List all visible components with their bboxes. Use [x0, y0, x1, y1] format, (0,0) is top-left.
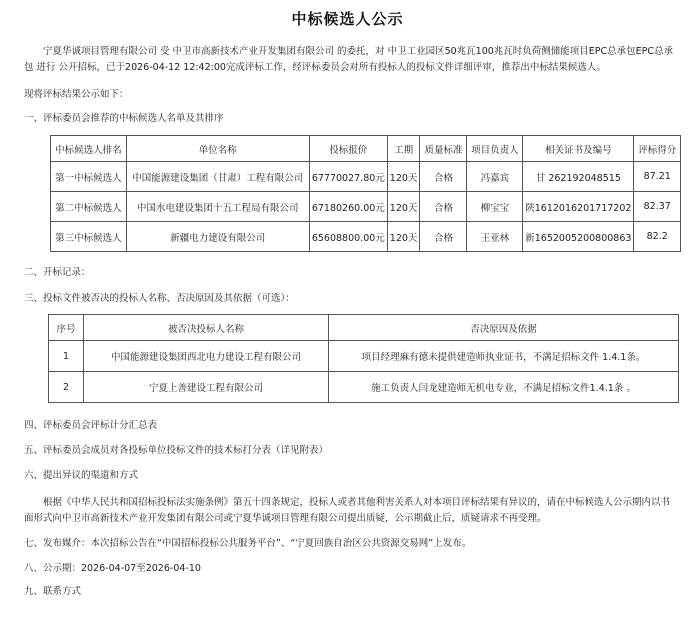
- col-price: 投标报价: [309, 136, 387, 162]
- col-reason: 否决原因及依据: [329, 315, 679, 341]
- col-quality: 质量标准: [420, 136, 467, 162]
- table-row: [51, 192, 681, 222]
- cell-certificate: 新1652005200800863: [523, 222, 634, 252]
- col-number: 序号: [49, 315, 84, 341]
- section-6-heading: 六、提出异议的渠道和方式: [24, 470, 139, 481]
- objection-paragraph: 根据《中华人民共和国招标投标法实施条例》第五十四条规定，投标人或者其他利害关系人对本项目评标结果有异议的，请在中标候选人公示期内以书面形式向中卫市高新技术产业开发集团有限公司或宁夏华诚项目管理有限公司提出质疑，公示期截止后，质疑请求不再受理。: [24, 497, 671, 524]
- candidates-header-row: [51, 136, 681, 162]
- cell-rank: 第一中标候选人: [51, 162, 127, 192]
- cell-company: 中国能源建设集团（甘肃）工程有限公司: [126, 162, 309, 192]
- cell-manager: 冯嘉宾: [467, 162, 523, 192]
- cell-number: 2: [49, 372, 84, 403]
- cell-rank: 第二中标候选人: [51, 192, 127, 222]
- cell-quality: 合格: [420, 222, 467, 252]
- table-row: [49, 341, 679, 372]
- rejected-header-row: [49, 315, 679, 341]
- rejected-table: [48, 314, 679, 403]
- col-score: 评标得分: [634, 136, 681, 162]
- cell-quality: 合格: [420, 162, 467, 192]
- cell-rejected-name: 宁夏上善建设工程有限公司: [84, 372, 329, 403]
- cell-certificate: 陕1612016201717202: [523, 192, 634, 222]
- table-row: [51, 222, 681, 252]
- cell-duration: 120天: [387, 192, 420, 222]
- section-8-heading: 八、公示期：2026-04-07至2026-04-10: [24, 563, 201, 574]
- cell-price: 67770027.80元: [309, 162, 387, 192]
- col-rejected-name: 被否决投标人名称: [84, 315, 329, 341]
- cell-rejected-name: 中国能源建设集团西北电力建设工程有限公司: [84, 341, 329, 372]
- cell-reason: 项目经理麻有德未提供建造师执业证书，不满足招标文件 1.4.1条。: [329, 341, 679, 372]
- section-7-heading: 七、发布媒介：本次招标公告在“中国招标投标公共服务平台”、“宁夏回族自治区公共资源交易网”上发布。: [24, 538, 472, 549]
- cell-price: 67180260.00元: [309, 192, 387, 222]
- intro-paragraph: 宁夏华诚项目管理有限公司 受 中卫市高新技术产业开发集团有限公司 的委托，对 中卫工业园区50兆瓦100兆瓦时负荷侧储能项目EPC总承包EPC总承包 进行 公开招标，已于2026-04-12 12:42:00完成评标工作，经评标委员会对所有投标人的投标文件详细评审，推荐出中标结果候选人。: [24, 46, 674, 73]
- cell-company: 中国水电建设集团十五工程局有限公司: [126, 192, 309, 222]
- section-1-heading: 一、评标委员会推荐的中标候选人名单及其排序: [24, 113, 224, 124]
- cell-duration: 120天: [387, 222, 420, 252]
- cell-certificate: 甘 262192048515: [523, 162, 634, 192]
- section-2-heading: 二、开标记录：: [24, 267, 91, 278]
- cell-manager: 王亚林: [467, 222, 523, 252]
- candidates-table: [50, 135, 681, 252]
- cell-quality: 合格: [420, 192, 467, 222]
- col-rank: 中标候选人排名: [51, 136, 127, 162]
- cell-number: 1: [49, 341, 84, 372]
- cell-score: 82.2: [634, 222, 681, 252]
- col-duration: 工期: [387, 136, 420, 162]
- col-manager: 项目负责人: [467, 136, 523, 162]
- section-3-heading: 三、投标文件被否决的投标人名称、否决原因及其依据（可选）：: [24, 293, 295, 304]
- cell-score: 82.37: [634, 192, 681, 222]
- page-title: 中标候选人公示: [291, 10, 404, 28]
- col-company: 单位名称: [126, 136, 309, 162]
- cell-rank: 第三中标候选人: [51, 222, 127, 252]
- cell-reason: 施工负责人闫龙建造师无机电专业，不满足招标文件1.4.1条 。: [329, 372, 679, 403]
- cell-manager: 柳宝宝: [467, 192, 523, 222]
- section-9-heading: 九、联系方式: [24, 586, 82, 597]
- cell-price: 65608800.00元: [309, 222, 387, 252]
- section-5-heading: 五、评标委员会成员对各投标单位投标文件的技术标打分表（详见附表）: [24, 445, 329, 456]
- cell-duration: 120天: [387, 162, 420, 192]
- table-row: [49, 372, 679, 403]
- table-row: [51, 162, 681, 192]
- results-intro: 现将评标结果公示如下：: [24, 89, 129, 100]
- col-certificate: 相关证书及编号: [523, 136, 634, 162]
- cell-company: 新疆电力建设有限公司: [126, 222, 309, 252]
- section-4-heading: 四、评标委员会评标计分汇总表: [24, 420, 158, 431]
- cell-score: 87.21: [634, 162, 681, 192]
